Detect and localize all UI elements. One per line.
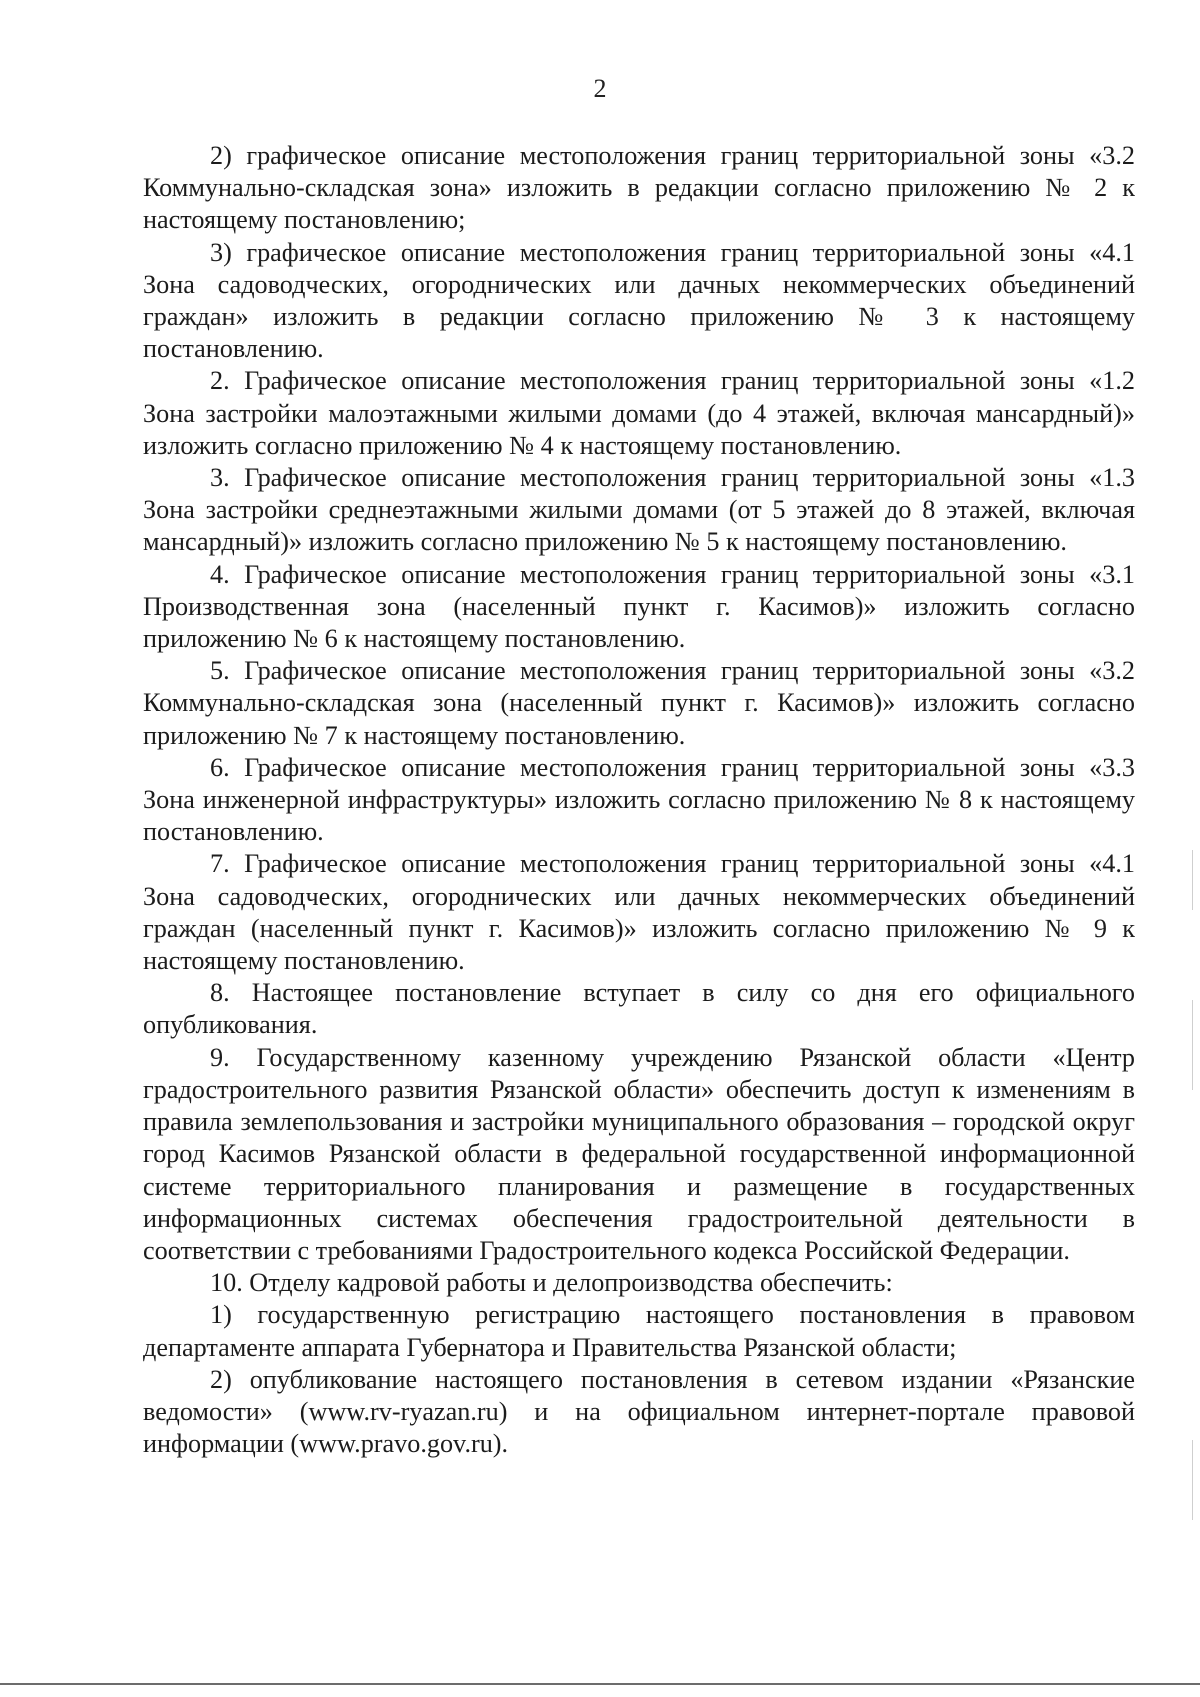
paragraph-point-4-zone-3-1: 4. Графическое описание местоположения границ территориальной зоны «3.1 Производственная зона (населенный пункт г. Касимов)» изложить согласно приложению № 6 к настоящему постановлению. — [143, 559, 1135, 654]
paragraph-item-2-publication: 2) опубликование настоящего постановления в сетевом издании «Рязанские ведомости» (www.rv-ryazan.ru) и на официальном интернет-портале правовой информации (www.pravo.gov.ru). — [143, 1364, 1135, 1459]
paragraph-point-7-zone-4-1: 7. Графическое описание местоположения границ территориальной зоны «4.1 Зона садоводческих, огороднических или дачных некоммерческих объединений граждан (населенный пункт г. Касимов)» изложить согласно приложению № 9 к настоящему постановлению. — [143, 849, 1135, 976]
paragraph-point-9-access-provision: 9. Государственному казенному учреждению Рязанской области «Центр градостроительного развития Рязанской области» обеспечить доступ к изменениям в правила землепользования и застройки муниципального образования – городской округ город Касимов Рязанской области в федеральной государственной информационной системе территориального планирования и размещение в государственных информационных системах обеспечения градостроительной деятельности в соответствии с требованиями Градостроительного кодекса Российской Федерации. — [143, 1042, 1135, 1265]
paragraph-item-1-state-registration: 1) государственную регистрацию настоящего постановления в правовом департаменте аппарата Губернатора и Правительства Рязанской области; — [143, 1300, 1135, 1362]
paragraph-item-3-graphic-description-zone-4-1: 3) графическое описание местоположения границ территориальной зоны «4.1 Зона садоводческих, огороднических или дачных некоммерческих объединений граждан» изложить в редакции согласно приложению № 3 к настоящему постановлению. — [143, 237, 1135, 364]
page-number: 2 — [593, 74, 607, 103]
page-bottom-rule — [0, 1683, 1200, 1685]
paragraph-point-10-hr-department: 10. Отделу кадровой работы и делопроизводства обеспечить: — [210, 1268, 893, 1298]
scan-edge-mark — [1192, 1440, 1193, 1520]
scan-edge-mark — [1192, 850, 1193, 910]
document-body — [143, 140, 1135, 1460]
paragraph-point-3-zone-1-3: 3. Графическое описание местоположения границ территориальной зоны «1.3 Зона застройки среднеэтажными жилыми домами (от 5 этажей до 8 этажей, включая мансардный)» изложить согласно приложению № 5 к настоящему постановлению. — [143, 463, 1135, 557]
scan-edge-mark — [1192, 1000, 1193, 1090]
paragraph-point-8-entry-into-force: 8. Настоящее постановление вступает в силу со дня его официального опубликования. — [143, 978, 1135, 1040]
paragraph-point-2-zone-1-2: 2. Графическое описание местоположения границ территориальной зоны «1.2 Зона застройки малоэтажными жилыми домами (до 4 этажей, включая мансардный)» изложить согласно приложению № 4 к настоящему постановлению. — [143, 366, 1135, 460]
paragraph-point-6-zone-3-3: 6. Графическое описание местоположения границ территориальной зоны «3.3 Зона инженерной инфраструктуры» изложить согласно приложению № 8 к настоящему постановлению. — [143, 752, 1135, 847]
paragraph-point-5-zone-3-2: 5. Графическое описание местоположения границ территориальной зоны «3.2 Коммунально-складская зона (населенный пункт г. Касимов)» изложить согласно приложению № 7 к настоящему постановлению. — [143, 656, 1135, 750]
paragraph-item-2-graphic-description-zone-3-2: 2) графическое описание местоположения границ территориальной зоны «3.2 Коммунально-складская зона» изложить в редакции согласно приложению № 2 к настоящему постановлению; — [143, 141, 1135, 235]
